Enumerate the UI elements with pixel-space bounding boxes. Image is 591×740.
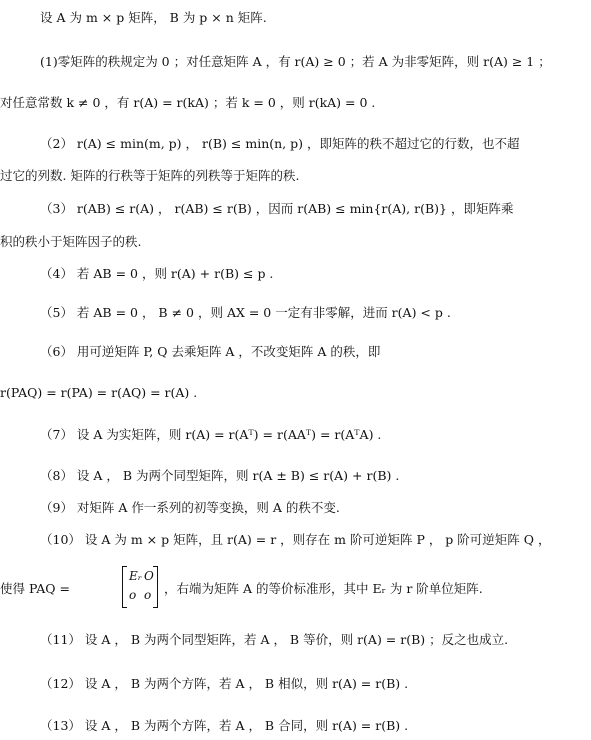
matrix-cell-22: o — [144, 588, 152, 602]
matrix-cell-21: o — [129, 588, 137, 602]
item-3-line-1: （3） r(AB) ≤ r(A) ， r(AB) ≤ r(B) ，因而 r(AB) ≤ min{r(A), r(B)} ，即矩阵乘 — [40, 201, 514, 216]
item-6-line-1: （6） 用可逆矩阵 P, Q 去乘矩阵 A ，不改变矩阵 A 的秩，即 — [40, 344, 381, 359]
item-1-line-1: (1)零矩阵的秩规定为 0 ；对任意矩阵 A ，有 r(A) ≥ 0 ；若 A 为非零矩阵，则 r(A) ≥ 1 ； — [40, 54, 551, 69]
item-2-line-1: （2） r(A) ≤ min(m, p) ， r(B) ≤ min(n, p) ，即矩阵的秩不超过它的行数，也不超 — [40, 136, 520, 151]
matrix-cell-12: O — [144, 569, 154, 583]
intro-line: 设 A 为 m × p 矩阵， B 为 p × n 矩阵. — [40, 10, 267, 25]
item-10-line-2-end: ，右端为矩阵 A 的等价标准形，其中 Eᵣ 为 r 阶单位矩阵. — [164, 581, 483, 596]
item-5-line: （5） 若 AB = 0 ， B ≠ 0 ，则 AX = 0 一定有非零解，进而 r(A) < p . — [40, 305, 451, 320]
item-4-line: （4） 若 AB = 0 ，则 r(A) + r(B) ≤ p . — [40, 266, 274, 281]
item-12-line: （12） 设 A ， B 为两个方阵，若 A ， B 相似，则 r(A) = r(B) . — [40, 676, 409, 691]
item-3-line-2: 积的秩小于矩阵因子的秩. — [0, 234, 142, 249]
item-6-line-2: r(PAQ) = r(PA) = r(AQ) = r(A) . — [0, 385, 198, 400]
item-2-line-2: 过它的列数. 矩阵的行秩等于矩阵的列秩等于矩阵的秩. — [0, 168, 300, 183]
standard-form-matrix — [122, 566, 158, 606]
matrix-cell-11: Eᵣ — [129, 569, 142, 583]
item-11-line: （11） 设 A ， B 为两个同型矩阵，若 A ， B 等价，则 r(A) = r(B) ；反之也成立. — [40, 632, 509, 647]
item-10-line-1: （10） 设 A 为 m × p 矩阵，且 r(A) = r ，则存在 m 阶可逆矩阵 P ， p 阶可逆矩阵 Q ， — [40, 532, 551, 547]
left-bracket — [122, 566, 127, 608]
item-8-line: （8） 设 A ， B 为两个同型矩阵，则 r(A ± B) ≤ r(A) + r(B) . — [40, 468, 400, 483]
item-9-line: （9） 对矩阵 A 作一系列的初等变换，则 A 的秩不变. — [40, 500, 340, 515]
item-10-line-2-start: 使得 PAQ = — [0, 581, 70, 596]
item-13-line: （13） 设 A ， B 为两个方阵，若 A ， B 合同，则 r(A) = r(B) . — [40, 718, 409, 733]
item-7-line: （7） 设 A 为实矩阵，则 r(A) = r(Aᵀ) = r(AAᵀ) = r(AᵀA) . — [40, 427, 382, 442]
item-1-line-2: 对任意常数 k ≠ 0 ，有 r(A) = r(kA) ；若 k = 0 ，则 r(kA) = 0 . — [0, 95, 376, 110]
